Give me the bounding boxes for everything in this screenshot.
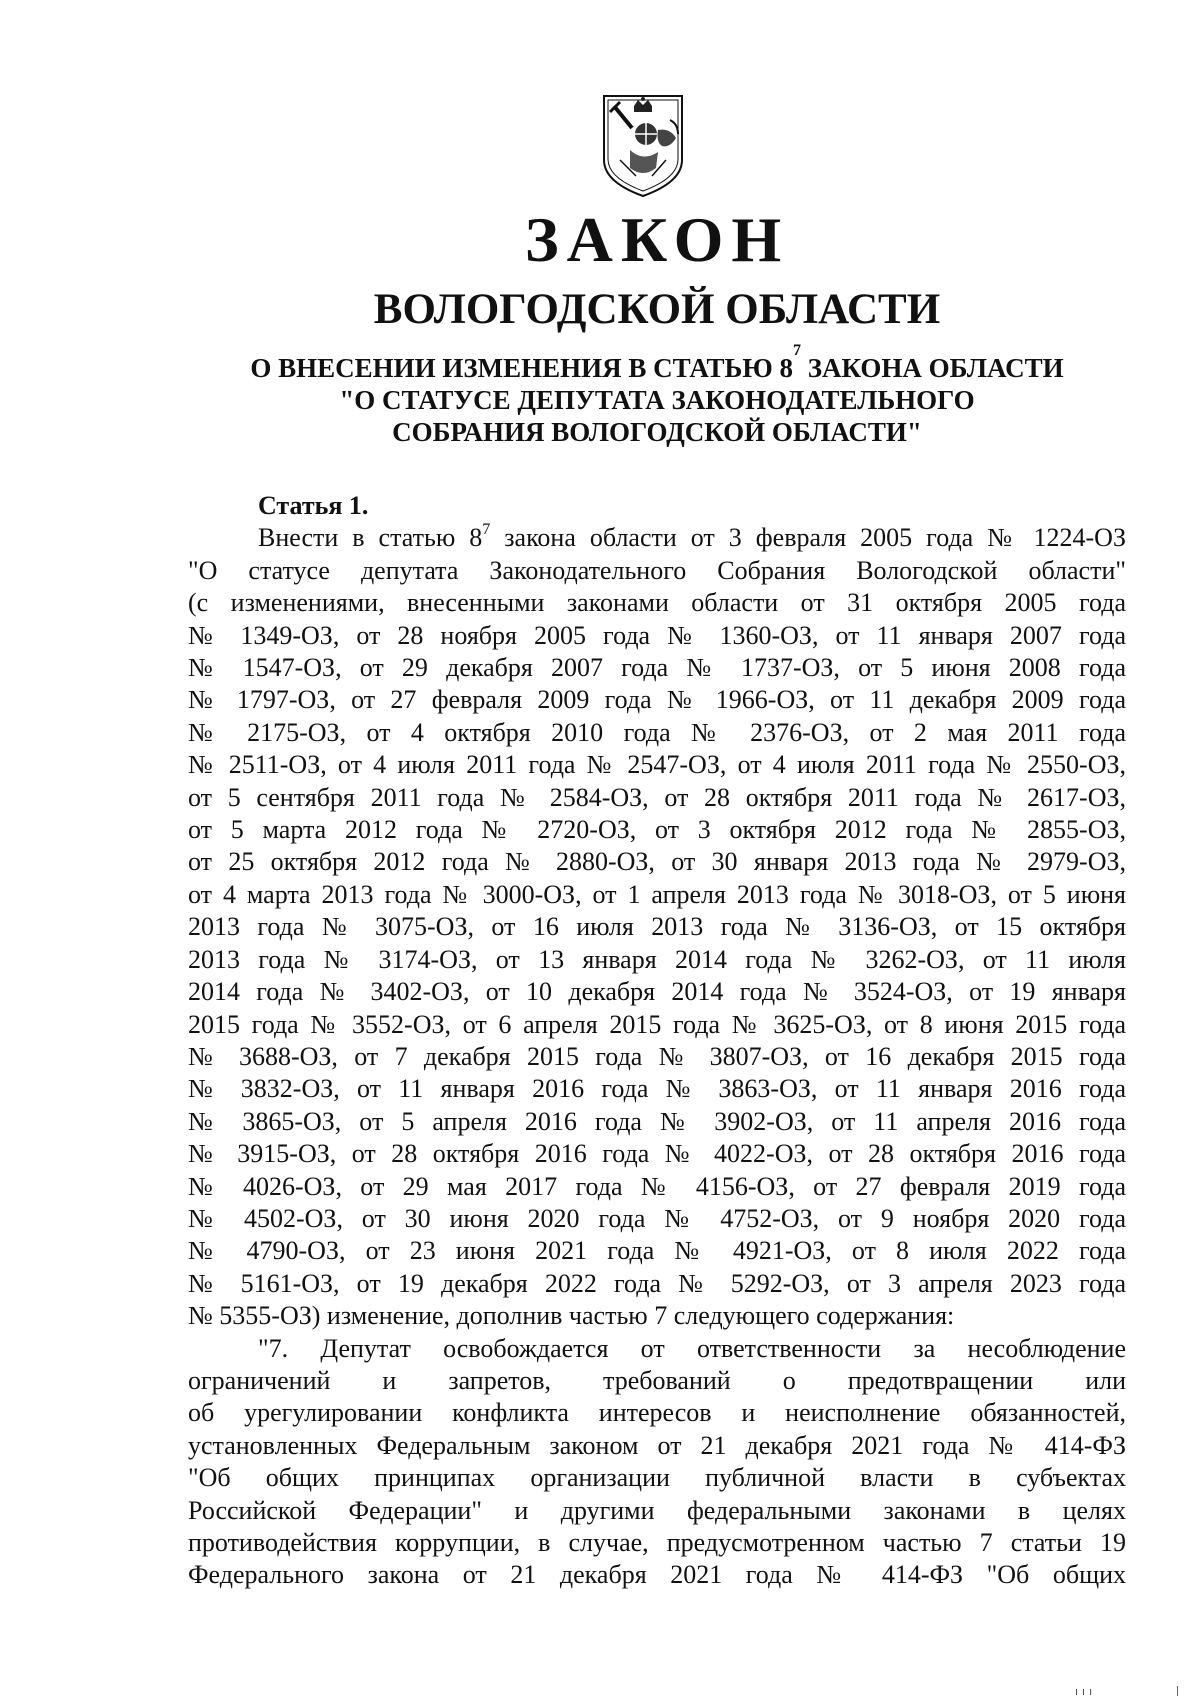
body-line: от 5 марта 2012 года № 2720-ОЗ, от 3 октября 2012 года № 2855-ОЗ, (188, 815, 1126, 845)
body-line: 2015 года № 3552-ОЗ, от 6 апреля 2015 года № 3625-ОЗ, от 8 июня 2015 года (188, 1009, 1126, 1039)
heading-line-1-part-a: О ВНЕСЕНИИ ИЗМЕНЕНИЯ В СТАТЬЮ 8 (250, 353, 793, 383)
body-line: "Об общих принципах организации публичной власти в субъектах (188, 1463, 1126, 1493)
article-title: Статья 1. (258, 491, 369, 520)
heading-superscript: 7 (792, 342, 801, 359)
body-line-text: Внести в статью 8 (258, 523, 483, 553)
body-line: № 4790-ОЗ, от 23 июня 2021 года № 4921-ОЗ, от 8 июля 2022 года (188, 1236, 1126, 1266)
body-superscript: 7 (482, 520, 491, 538)
body-line: № 2511-ОЗ, от 4 июля 2011 года № 2547-ОЗ, от 4 июля 2011 года № 2550-ОЗ, (188, 750, 1126, 780)
body-line: № 3915-ОЗ, от 28 октября 2016 года № 4022-ОЗ, от 28 октября 2016 года (188, 1139, 1126, 1169)
document-heading (200, 342, 1114, 448)
body-line: № 3688-ОЗ, от 7 декабря 2015 года № 3807-ОЗ, от 16 декабря 2015 года (188, 1041, 1126, 1071)
body-line: от 25 октября 2012 года № 2880-ОЗ, от 30 января 2013 года № 2979-ОЗ, (188, 847, 1126, 877)
footer-scan-marks: ııı (1075, 1686, 1097, 1698)
document-body (188, 490, 1126, 1592)
law-title: ЗАКОН (524, 204, 790, 275)
body-line: от 4 марта 2013 года № 3000-ОЗ, от 1 апреля 2013 года № 3018-ОЗ, от 5 июня (188, 879, 1126, 909)
body-line: от 5 сентября 2011 года № 2584-ОЗ, от 28 октября 2011 года № 2617-ОЗ, (188, 782, 1126, 812)
body-line: установленных Федеральным законом от 21 декабря 2021 года № 414-ФЗ (188, 1430, 1126, 1460)
body-line: № 3865-ОЗ, от 5 апреля 2016 года № 3902-ОЗ, от 11 апреля 2016 года (188, 1106, 1126, 1136)
body-line: противодействия коррупции, в случае, предусмотренном частью 7 статьи 19 (188, 1528, 1126, 1557)
body-line: № 1547-ОЗ, от 29 декабря 2007 года № 1737-ОЗ, от 5 июня 2008 года (188, 653, 1126, 683)
body-line: № 1349-ОЗ, от 28 ноября 2005 года № 1360-ОЗ, от 11 января 2007 года (188, 620, 1126, 650)
body-line: "О статусе депутата Законодательного Собрания Вологодской области" (188, 555, 1126, 585)
body-line (188, 522, 1126, 554)
coat-of-arms-emblem (600, 90, 686, 200)
part7-first-line: "7. Депутат освобождается от ответственности за несоблюдение (258, 1333, 1126, 1363)
body-line: № 3832-ОЗ, от 11 января 2016 года № 3863-ОЗ, от 11 января 2016 года (188, 1074, 1126, 1104)
body-line: 2014 года № 3402-ОЗ, от 10 декабря 2014 года № 3524-ОЗ, от 19 января (188, 977, 1126, 1007)
body-line: № 2175-ОЗ, от 4 октября 2010 года № 2376-ОЗ, от 2 мая 2011 года (188, 717, 1126, 747)
body-line: Федерального закона от 21 декабря 2021 года № 414-ФЗ "Об общих (188, 1560, 1126, 1590)
body-line: № 5161-ОЗ, от 19 декабря 2022 года № 5292-ОЗ, от 3 апреля 2023 года (188, 1268, 1126, 1298)
footer-tick-mark (1177, 1686, 1178, 1696)
body-line: 2013 года № 3075-ОЗ, от 16 июля 2013 года № 3136-ОЗ, от 15 октября (188, 912, 1126, 942)
body-line: № 4502-ОЗ, от 30 июня 2020 года № 4752-ОЗ, от 9 ноября 2020 года (188, 1203, 1126, 1233)
body-line: ограничений и запретов, требований о предотвращении или (188, 1365, 1126, 1395)
heading-line-2: "О СТАТУСЕ ДЕПУТАТА ЗАКОНОДАТЕЛЬНОГО (339, 385, 975, 415)
body-line: об урегулировании конфликта интересов и неисполнение обязанностей, (188, 1398, 1126, 1428)
heading-line-1 (200, 342, 1114, 384)
body-line: Российской Федерации" и другими федеральными законами в целях (188, 1495, 1126, 1525)
body-line: № 5355-ОЗ) изменение, дополнив частью 7 следующего содержания: (188, 1301, 955, 1331)
body-line: 2013 года № 3174-ОЗ, от 13 января 2014 года № 3262-ОЗ, от 11 июля (188, 944, 1126, 974)
body-line-text: закона области от 3 февраля 2005 года № 1224-ОЗ (490, 523, 1126, 553)
body-line: № 1797-ОЗ, от 27 февраля 2009 года № 1966-ОЗ, от 11 декабря 2009 года (188, 685, 1126, 715)
heading-line-1-part-b: ЗАКОНА ОБЛАСТИ (800, 353, 1064, 383)
body-line: (с изменениями, внесенными законами области от 31 октября 2005 года (188, 588, 1126, 618)
region-title: ВОЛОГОДСКОЙ ОБЛАСТИ (373, 286, 941, 333)
body-line: № 4026-ОЗ, от 29 мая 2017 года № 4156-ОЗ, от 27 февраля 2019 года (188, 1171, 1126, 1201)
heading-line-3: СОБРАНИЯ ВОЛОГОДСКОЙ ОБЛАСТИ" (392, 417, 922, 447)
